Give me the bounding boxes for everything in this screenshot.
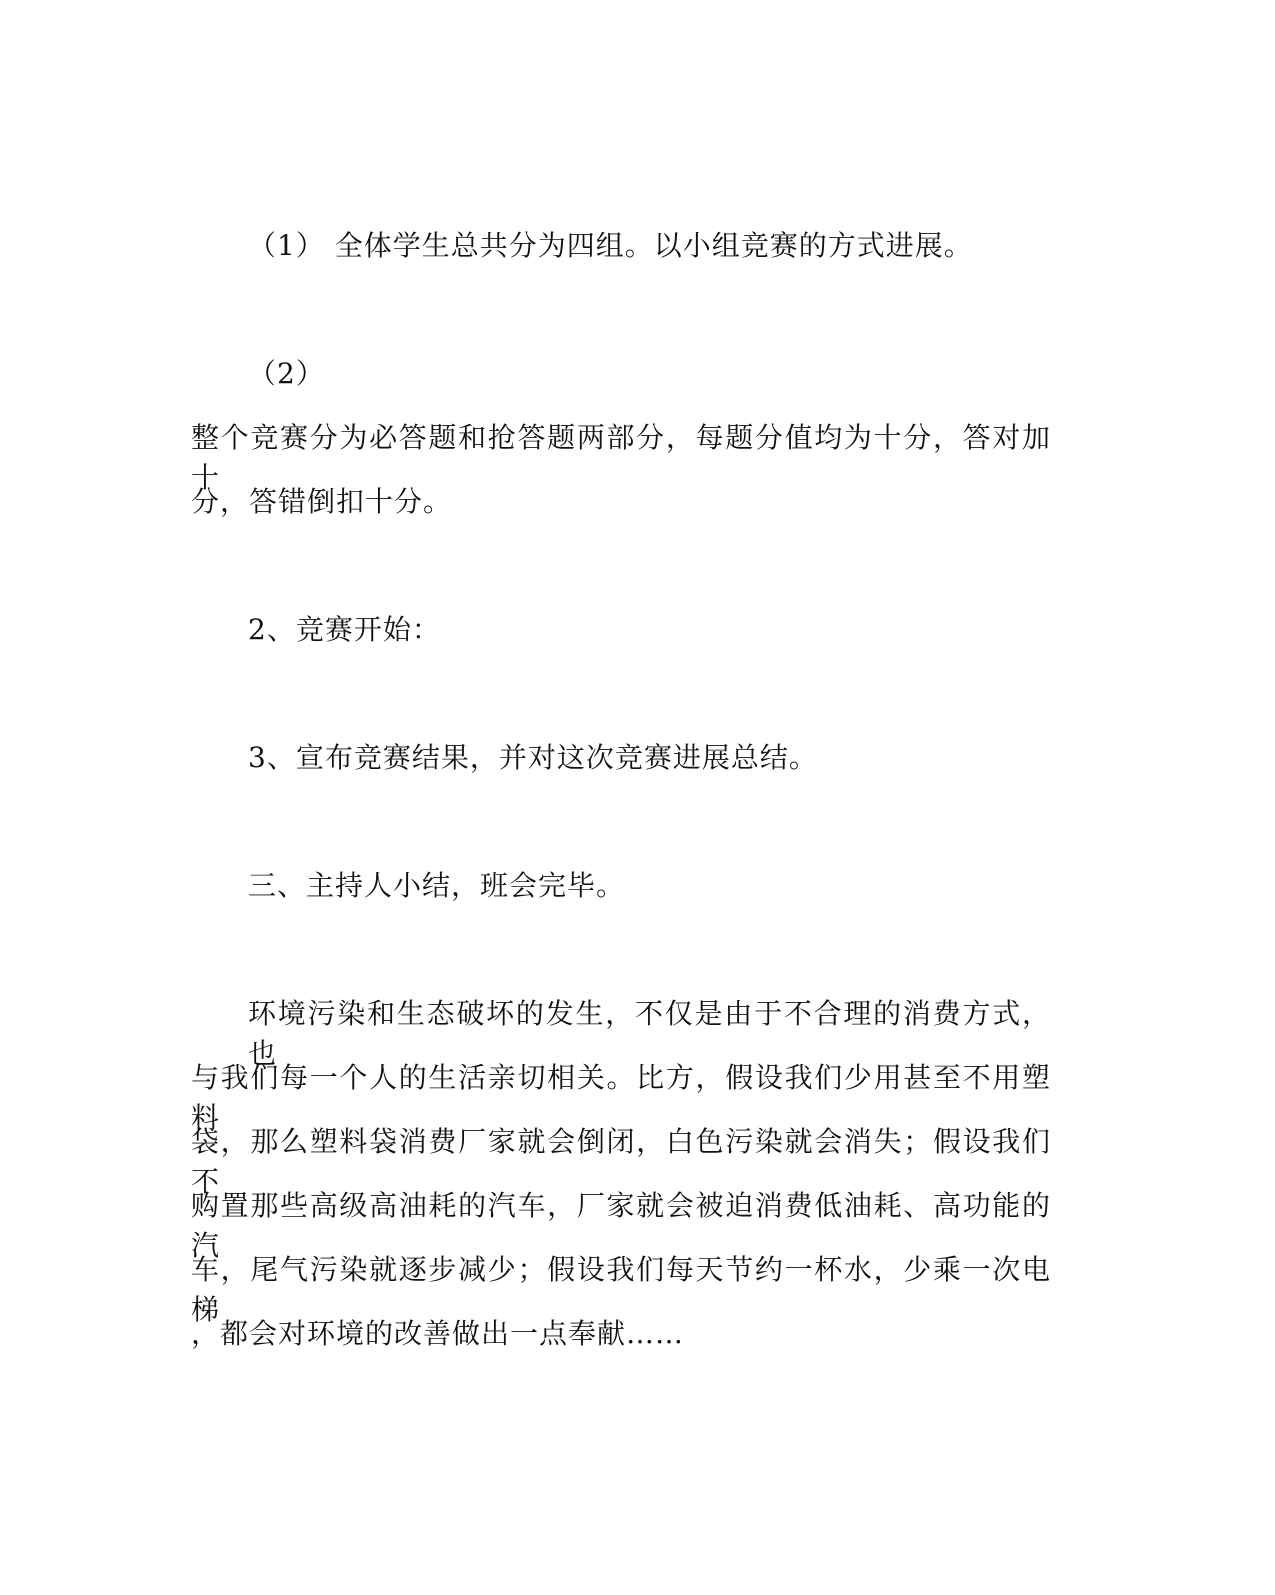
paragraph-line-1: 环境污染和生态破坏的发生，不仅是由于不合理的消费方式，也 — [248, 997, 1051, 1070]
item-2-text-line-1: 整个竞赛分为必答题和抢答题两部分，每题分值均为十分，答对加十 — [191, 421, 1051, 494]
paragraph-line-5: 车，尾气污染就逐步减少；假设我们每天节约一杯水，少乘一次电梯 — [191, 1253, 1051, 1326]
step-2-text: 2、竞赛开始： — [248, 613, 441, 646]
step-3-text: 3、宣布竞赛结果，并对这次竞赛进展总结。 — [248, 741, 818, 774]
paragraph-line-4: 购置那些高级高油耗的汽车，厂家就会被迫消费低油耗、高功能的汽 — [191, 1189, 1051, 1262]
paragraph-line-6: ，都会对环境的改善做出一点奉献…… — [191, 1317, 685, 1350]
item-1-text: （1） 全体学生总共分为四组。以小组竞赛的方式进展。 — [248, 229, 973, 262]
paragraph-line-3: 袋，那么塑料袋消费厂家就会倒闭，白色污染就会消失；假设我们不 — [191, 1125, 1051, 1198]
item-2-text-line-2: 分，答错倒扣十分。 — [191, 485, 453, 518]
item-2-label: （2） — [248, 357, 325, 390]
paragraph-line-2: 与我们每一个人的生活亲切相关。比方，假设我们少用甚至不用塑料 — [191, 1061, 1051, 1134]
section-3-text: 三、主持人小结，班会完毕。 — [248, 869, 626, 902]
